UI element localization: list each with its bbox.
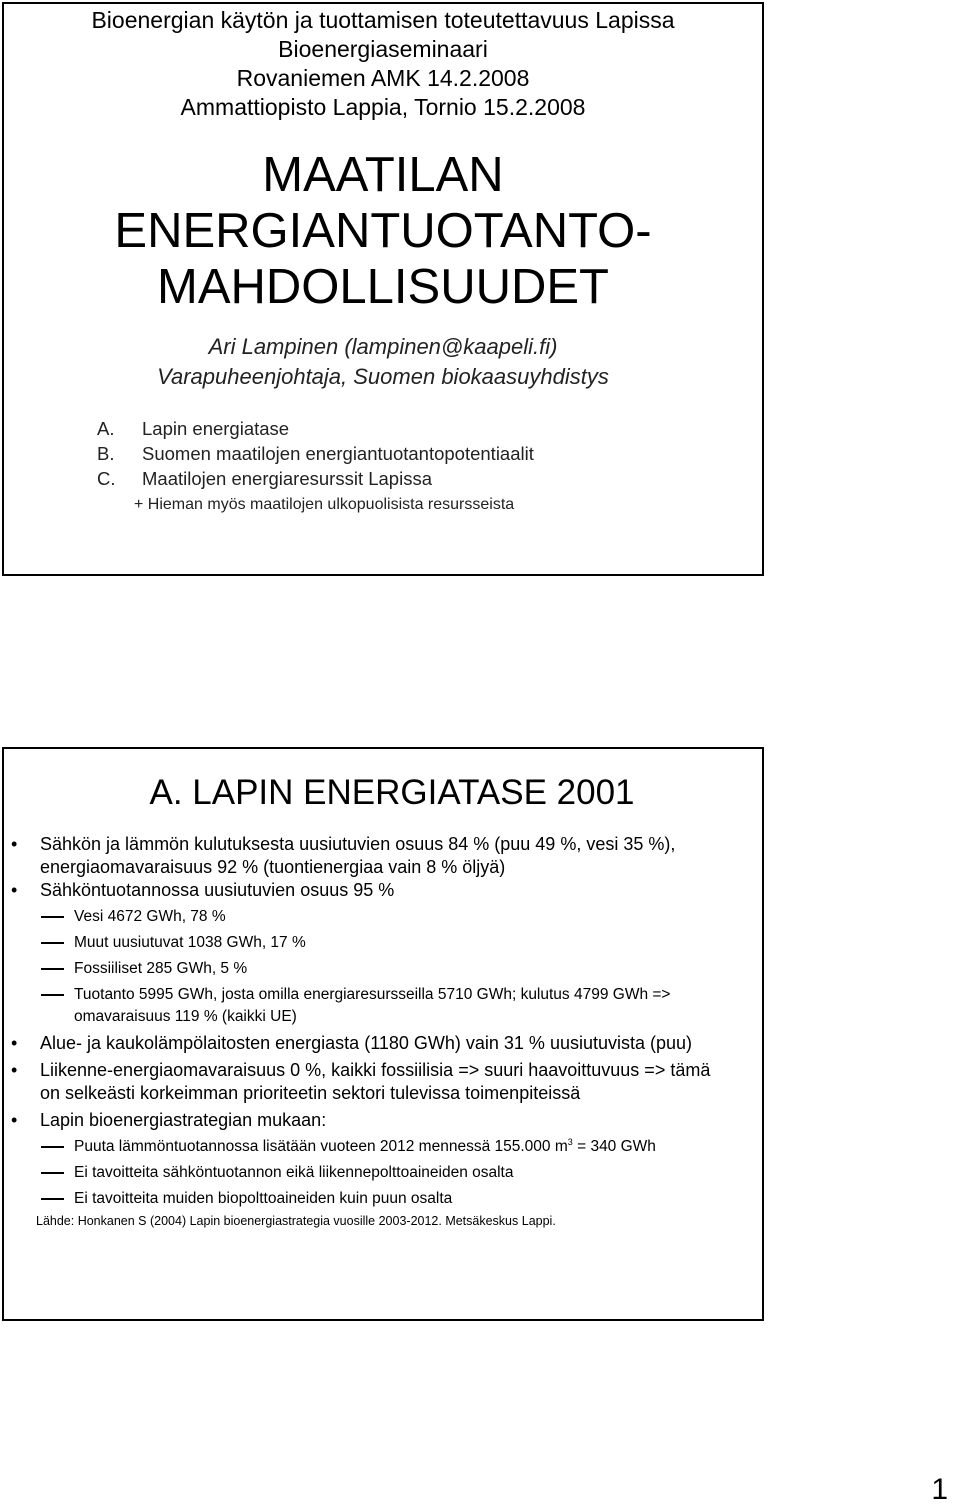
superscript: 3 bbox=[567, 1136, 573, 1147]
bullet-icon: • bbox=[11, 1033, 18, 1053]
sub-item bbox=[4, 1136, 762, 1158]
sub-text: Muut uusiutuvat 1038 GWh, 17 % bbox=[74, 934, 306, 951]
slide-body bbox=[4, 833, 762, 1229]
header-line: Rovaniemen AMK 14.2.2008 bbox=[236, 65, 530, 91]
author-line: Ari Lampinen (lampinen@kaapeli.fi) bbox=[208, 334, 558, 359]
title-line: MAATILAN bbox=[262, 148, 504, 202]
bullet-item bbox=[4, 1059, 762, 1105]
slide-1 bbox=[2, 2, 764, 576]
bullet-icon: • bbox=[11, 1110, 18, 1130]
sub-item bbox=[4, 932, 762, 954]
sub-text: Ei tavoitteita muiden biopolttoaineiden kuin puun osalta bbox=[74, 1190, 453, 1207]
bullet-text: Liikenne-energiaomavaraisuus 0 %, kaikki fossiilisia => suuri haavoittuvuus => tämä on selkeästi korkeimman prioriteetin sektori tulevissa toimenpiteissä bbox=[40, 1060, 711, 1103]
dash-icon bbox=[41, 1146, 64, 1148]
dash-icon bbox=[41, 1198, 64, 1200]
dash-icon bbox=[41, 994, 64, 996]
agenda-letter: C. bbox=[97, 468, 116, 489]
agenda-text: Suomen maatilojen energiantuotantopotentiaalit bbox=[142, 443, 534, 464]
bullet-icon: • bbox=[11, 880, 18, 900]
agenda-letter: A. bbox=[97, 418, 115, 439]
bullet-item bbox=[4, 833, 762, 879]
title-line: MAHDOLLISUUDET bbox=[157, 260, 609, 314]
bullet-item bbox=[4, 879, 762, 902]
agenda-list bbox=[97, 416, 762, 519]
sub-text: = 340 GWh bbox=[572, 1138, 656, 1155]
agenda-item bbox=[97, 441, 762, 466]
header-line: Bioenergian käytön ja tuottamisen toteutettavuus Lapissa bbox=[91, 7, 675, 33]
dash-icon bbox=[41, 916, 64, 918]
sub-text: Vesi 4672 GWh, 78 % bbox=[74, 908, 226, 925]
sub-item bbox=[4, 1162, 762, 1184]
author-line: Varapuheenjohtaja, Suomen biokaasuyhdistys bbox=[157, 364, 609, 389]
bullet-text: Alue- ja kaukolämpölaitosten energiasta (1180 GWh) vain 31 % uusiutuvista (puu) bbox=[40, 1033, 693, 1053]
bullet-text: Sähköntuotannossa uusiutuvien osuus 95 % bbox=[40, 880, 395, 900]
agenda-text: Maatilojen energiaresurssit Lapissa bbox=[142, 468, 432, 489]
bullet-text: Lapin bioenergiastrategian mukaan: bbox=[40, 1110, 327, 1130]
header-line: Bioenergiaseminaari bbox=[278, 36, 488, 62]
header-line: Ammattiopisto Lappia, Tornio 15.2.2008 bbox=[180, 94, 586, 120]
sub-item bbox=[4, 1188, 762, 1210]
sub-item bbox=[4, 958, 762, 980]
author-block bbox=[4, 332, 762, 392]
page-number: 1 bbox=[931, 1473, 948, 1506]
dash-icon bbox=[41, 968, 64, 970]
source-citation: Lähde: Honkanen S (2004) Lapin bioenergiastrategia vuosille 2003-2012. Metsäkeskus Lappi. bbox=[36, 1214, 556, 1228]
dash-icon bbox=[41, 942, 64, 944]
sub-text: Puuta lämmöntuotannossa lisätään vuoteen 2012 mennessä 155.000 m bbox=[74, 1138, 568, 1155]
bullet-icon: • bbox=[11, 834, 18, 854]
sub-text: Tuotanto 5995 GWh, josta omilla energiaresursseilla 5710 GWh; kulutus 4799 GWh => omavaraisuus 119 % (kaikki UE) bbox=[74, 986, 671, 1025]
bullet-icon: • bbox=[11, 1060, 18, 1080]
sub-text: Fossiiliset 285 GWh, 5 % bbox=[74, 960, 248, 977]
agenda-item bbox=[97, 416, 762, 441]
bullet-item bbox=[4, 1032, 762, 1055]
slide-title: A. LAPIN ENERGIATASE 2001 bbox=[149, 773, 635, 812]
seminar-header bbox=[4, 6, 762, 122]
slide-2 bbox=[2, 747, 764, 1321]
agenda-extra-note: + Hieman myös maatilojen ulkopuolisista resursseista bbox=[134, 496, 515, 513]
bullet-item bbox=[4, 1109, 762, 1132]
bullet-text: Sähkön ja lämmön kulutuksesta uusiutuvien osuus 84 % (puu 49 %, vesi 35 %), energiaomavaraisuus 92 % (tuontienergiaa vain 8 % öljyä) bbox=[40, 834, 676, 877]
title-line: ENERGIANTUOTANTO- bbox=[114, 204, 652, 258]
sub-item bbox=[4, 906, 762, 928]
slide-title bbox=[4, 147, 762, 315]
agenda-text: Lapin energiatase bbox=[142, 418, 290, 439]
sub-text: Ei tavoitteita sähköntuotannon eikä liikennepolttoaineiden osalta bbox=[74, 1164, 514, 1181]
dash-icon bbox=[41, 1172, 64, 1174]
agenda-item bbox=[97, 466, 762, 491]
sub-item bbox=[4, 984, 762, 1028]
agenda-letter: B. bbox=[97, 443, 115, 464]
